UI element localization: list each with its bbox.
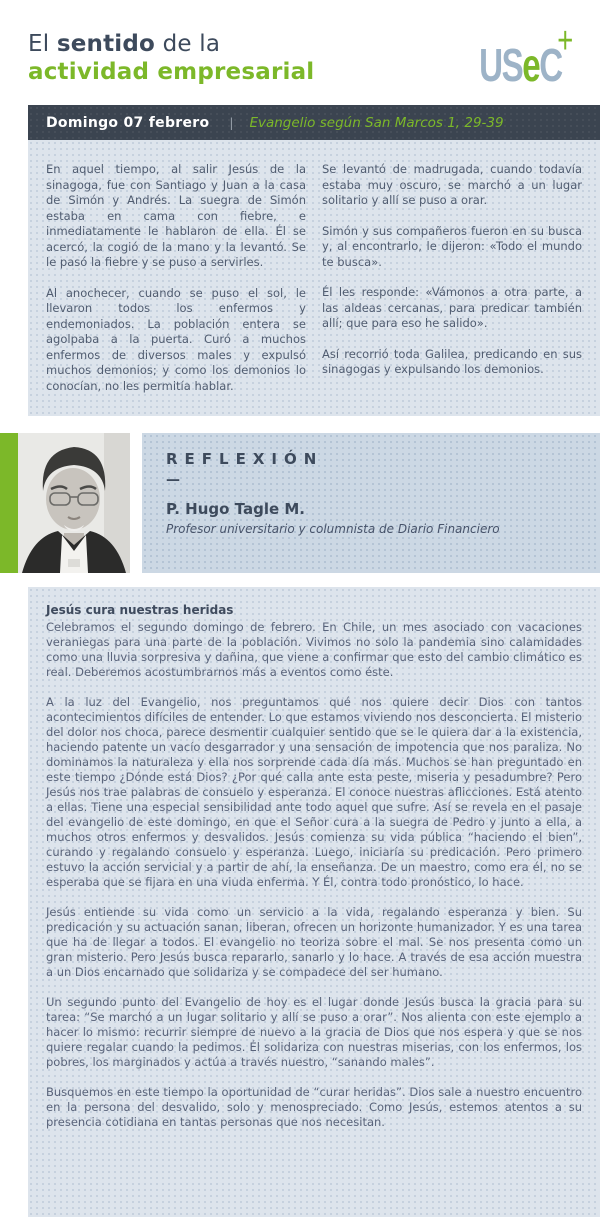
gospel-paragraph: Se levantó de madrugada, cuando todavía estaba muy oscuro, se marchó a un lugar solitario y allí se puso a orar. [322,162,582,207]
gospel-panel [28,140,600,416]
reflection-dash: — [166,472,180,488]
date-label: Domingo 07 febrero [46,114,210,131]
reflection-band [0,433,600,573]
page-title [28,30,314,86]
gospel-reference: Evangelio según San Marcos 1, 29-39 [249,114,504,131]
article-paragraph: Un segundo punto del Evangelio de hoy es el lugar donde Jesús busca la gracia para su tarea: “Se marchó a un lugar solitario y allí se puso a orar”. Nos alienta con este ejemplo a hacer lo mismo: recurrir siempre de nuevo a la gracia de Dios que nos espera y que se nos quiere regalar cuando la pedimos. Él solidariza con nuestras miserias, con los enfermos, los pobres, los marginados y actúa a través nuestro, “sanando males”. [46,995,582,1069]
author-portrait-image [18,433,130,573]
green-accent-bar [0,433,18,573]
gospel-paragraph: Así recorrió toda Galilea, predicando en sus sinagogas y expulsando los demonios. [322,346,582,376]
photo-panel-gap [130,433,142,573]
reflection-section-label: REFLEXIÓN [166,450,324,468]
gospel-paragraph: Al anochecer, cuando se puso el sol, le llevaron todos los enfermos y endemoniados. La población entera se agolpaba a la puerta. Curó a muchos enfermos de diversos males y expulsó muchos demonios; y como los demonios lo conocían, no les permitía hablar. [46,285,306,393]
gospel-left-column [46,162,306,394]
title-post: de la [155,31,221,57]
article-paragraph: Celebramos el segundo domingo de febrero. En Chile, un mes asociado con vacaciones veraniegas para una parte de la población. Vivimos no solo la pandemia sino calamidades como una lluvia sorpresiva y dañina, que viene a confirmar que esto del cambio climático es real. Deberemos acostumbrarnos más a eventos como éste. [46,620,582,679]
article-panel [28,587,600,1217]
article-heading: Jesús cura nuestras heridas [46,603,234,617]
title-line2: actividad empresarial [28,59,315,85]
gospel-paragraph: Él les responde: «Vámonos a otra parte, a las aldeas cercanas, para predicar también allí; que para eso he salido». [322,285,582,330]
article-paragraph: A la luz del Evangelio, nos preguntamos qué nos quiere decir Dios con tantos acontecimientos difíciles de entender. Lo que estamos viviendo nos desconcierta. El misterio del dolor nos choca, parece desmentir cualquier sentido que se le quiera dar a la existencia, haciendo patente un vacío desgarrador y una sensación de impotencia que nos paraliza. No dominamos la naturaleza y ella nos sorprende cada día más. Muchos se han preguntado en este tiempo ¿Dónde está Dios? ¿Por qué calla ante esta peste, miseria y pesadumbre? Pero Jesús nos trae palabras de consuelo y esperanza. El conoce nuestras aflicciones. Está atento a ellas. Tiene una especial sensibilidad ante todo aquel que sufre. Así se revela en el pasaje del evangelio de este domingo, en que el Señor cura a la suegra de Pedro y junto a ella, a muchos otros enfermos y desvalidos. Jesús comienza su vida pública “haciendo el bien”, curando y regalando consuelo y esperanza. Luego, iniciaría su predicación. Pero primero estuvo la acción servicial y a partir de ahí, la enseñanza. De un maestro, como era él, no se esperaba que se fijara en una viuda enferma. Y Él, contra todo pronóstico, lo hace. [46,695,582,889]
top-header [0,0,600,91]
article-paragraph: Busquemos en este tiempo la oportunidad de “curar heridas”. Dios sale a nuestro encuentro en la persona del desvalido, solo y menospreciado. Como Jesús, estemos atentos a su presencia cotidiana en tantas personas que nos necesitan. [46,1085,582,1129]
gospel-paragraph: Simón y sus compañeros fueron en su busca y, al encontrarlo, le dijeron: «Todo el mundo te busca». [322,223,582,269]
gospel-paragraph: En aquel tiempo, al salir Jesús de la sinagoga, fue con Santiago y Juan a la casa de Simón y Andrés. La suegra de Simón estaba en cama con fiebre, e inmediatamente le hablaron de ella. Él se acercó, la cogió de la mano y la levantó. Se le pasó la fiebre y se puso a servirles. [46,162,306,269]
article-paragraph: Jesús entiende su vida como un servicio a la vida, regalando esperanza y bien. Su predicación y su actuación sanan, liberan, ofrecen un horizonte humanizador. Y es una tarea que ha de llegar a todos. El evangelio no teoriza sobre el mal. Se nos presenta como un gran misterio. Pero Jesús busca repararlo, sanarlo y lo hace. A través de esa acción muestra a un Dios encarnado que solidariza y se compadece del ser humano. [46,905,582,979]
logo-plus-icon: + [557,20,574,62]
author-photo [18,433,130,573]
logo-part1: US [479,39,523,91]
gospel-right-column [322,162,582,394]
reflection-panel [142,433,600,573]
title-emphasis: sentido [56,31,156,57]
separator: | [229,115,234,130]
logo-accent-letter: e [522,39,540,91]
logo-part2: C [539,39,562,91]
title-pre: El [28,31,57,57]
date-reading-bar [28,105,600,140]
usec-logo [479,20,574,91]
author-name: P. Hugo Tagle M. [166,500,305,518]
author-role: Profesor universitario y columnista de Diario Financiero [166,522,500,536]
